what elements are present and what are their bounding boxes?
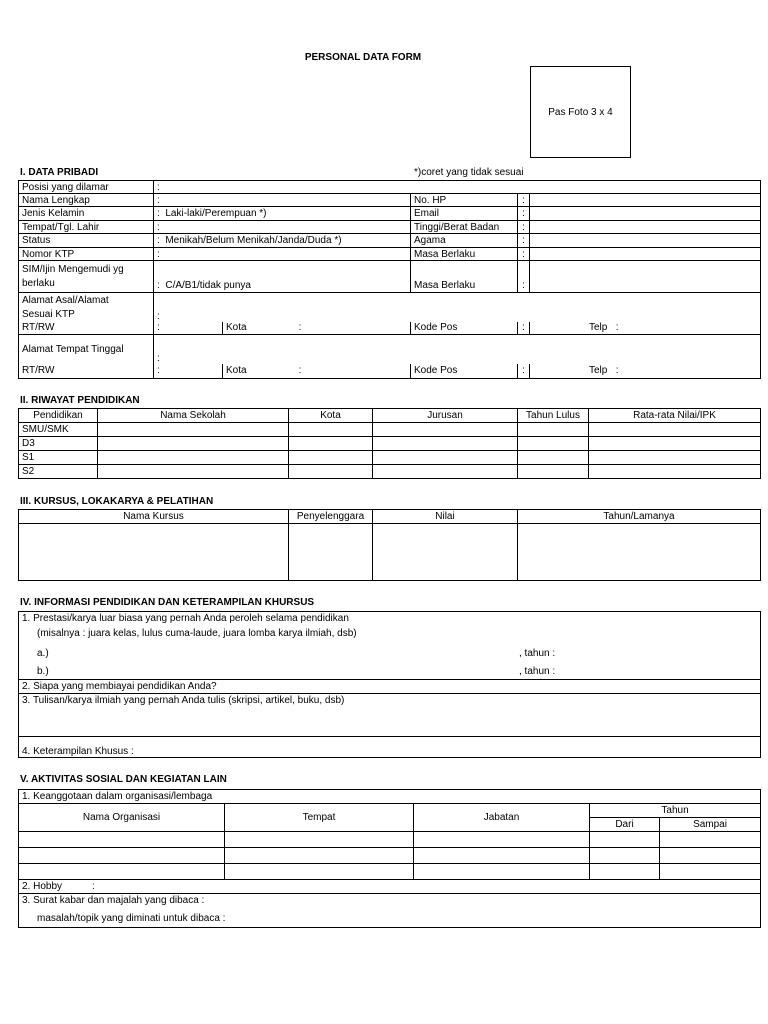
field-sim[interactable]: : C/A/B1/tidak punya xyxy=(154,261,411,293)
field-nohp[interactable] xyxy=(530,194,761,207)
label-jenis-kelamin: Jenis Kelamin xyxy=(19,207,154,221)
edu-level: D3 xyxy=(19,437,98,451)
edu-cell[interactable] xyxy=(518,465,589,479)
edu-cell[interactable] xyxy=(373,465,518,479)
table-row xyxy=(19,524,761,581)
field-rtrw-2[interactable]: : xyxy=(154,364,223,378)
field-posisi[interactable]: : xyxy=(154,181,761,194)
label-rtrw-1: RT/RW xyxy=(19,322,154,334)
edu-header-1: Nama Sekolah xyxy=(98,409,289,423)
hobby-row[interactable]: 2. Hobby : xyxy=(19,880,761,894)
org-cell[interactable] xyxy=(414,864,590,880)
q2-text[interactable]: 2. Siapa yang membiayai pendidikan Anda? xyxy=(19,680,761,694)
table-row xyxy=(19,848,761,864)
edu-cell[interactable] xyxy=(98,451,289,465)
label-nohp: No. HP xyxy=(411,194,518,207)
tahun-a: , tahun : xyxy=(519,648,556,659)
org-header-sampai: Sampai xyxy=(660,818,761,832)
edu-header-5: Rata-rata Nilai/IPK xyxy=(589,409,761,423)
label-posisi: Posisi yang dilamar xyxy=(19,181,154,194)
edu-cell[interactable] xyxy=(289,451,373,465)
table-row xyxy=(19,437,761,451)
label-email: Email xyxy=(411,207,518,221)
label-sim: SIM/Ijin Mengemudi yg berlaku xyxy=(19,261,154,293)
org-cell[interactable] xyxy=(225,848,414,864)
org-cell[interactable] xyxy=(590,848,660,864)
field-kota-1[interactable]: Kota : xyxy=(223,322,411,334)
org-header-tempat: Tempat xyxy=(225,804,414,832)
field-kota-2[interactable]: Kota : xyxy=(223,364,411,378)
colon-email: : xyxy=(518,207,530,221)
edu-cell[interactable] xyxy=(589,451,761,465)
label-alamat-asal: Alamat Asal/Alamat Sesuai KTP xyxy=(19,293,154,323)
label-rtrw-2: RT/RW xyxy=(19,364,154,378)
edu-cell[interactable] xyxy=(518,423,589,437)
label-status: Status xyxy=(19,234,154,248)
org-q1-text: 1. Keanggotaan dalam organisasi/lembaga xyxy=(19,790,761,804)
org-cell[interactable] xyxy=(414,832,590,848)
field-rtrw-1[interactable]: : xyxy=(154,322,223,334)
org-cell[interactable] xyxy=(660,864,761,880)
education-table xyxy=(18,408,761,479)
field-alamat-asal[interactable]: : xyxy=(154,293,761,323)
org-cell[interactable] xyxy=(660,848,761,864)
q3-text[interactable]: 3. Tulisan/karya ilmiah yang pernah Anda tulis (skripsi, artikel, buku, dsb) xyxy=(19,694,761,737)
reading-row[interactable] xyxy=(19,894,761,928)
section-1-heading: I. DATA PRIBADI xyxy=(20,167,99,178)
field-email[interactable] xyxy=(530,207,761,221)
label-ktp: Nomor KTP xyxy=(19,248,154,261)
field-agama[interactable] xyxy=(530,234,761,248)
edu-cell[interactable] xyxy=(289,465,373,479)
photo-box xyxy=(530,66,631,158)
colon-nohp: : xyxy=(518,194,530,207)
course-cell[interactable] xyxy=(289,524,373,581)
edu-cell[interactable] xyxy=(518,437,589,451)
edu-cell[interactable] xyxy=(589,423,761,437)
course-header-1: Penyelenggara xyxy=(289,510,373,524)
q1-sub: (misalnya : juara kelas, lulus cuma-laude, juara lomba karya ilmiah, dsb) xyxy=(37,628,357,639)
course-cell[interactable] xyxy=(19,524,289,581)
edu-cell[interactable] xyxy=(98,437,289,451)
section-3-heading: III. KURSUS, LOKAKARYA & PELATIHAN xyxy=(20,496,214,507)
field-masa-berlaku[interactable] xyxy=(530,248,761,261)
org-cell[interactable] xyxy=(590,832,660,848)
field-jenis-kelamin[interactable]: : Laki-laki/Perempuan *) xyxy=(154,207,411,221)
org-cell[interactable] xyxy=(19,848,225,864)
label-masa-berlaku-sim: Masa Berlaku xyxy=(411,261,518,293)
edu-cell[interactable] xyxy=(289,423,373,437)
course-header-3: Tahun/Lamanya xyxy=(518,510,761,524)
courses-table xyxy=(18,509,761,581)
edu-level: S1 xyxy=(19,451,98,465)
org-cell[interactable] xyxy=(19,864,225,880)
label-agama: Agama xyxy=(411,234,518,248)
org-cell[interactable] xyxy=(590,864,660,880)
field-masa-berlaku-sim[interactable] xyxy=(530,261,761,293)
colon-masa: : xyxy=(518,248,530,261)
edu-cell[interactable] xyxy=(373,437,518,451)
edu-cell[interactable] xyxy=(373,423,518,437)
edu-level: S2 xyxy=(19,465,98,479)
colon-tbb: : xyxy=(518,221,530,234)
colon-masa-sim: : xyxy=(518,261,530,293)
label-alamat-tinggal: Alamat Tempat Tinggal xyxy=(19,334,154,364)
label-ttl: Tempat/Tgl. Lahir xyxy=(19,221,154,234)
reading-q3: 3. Surat kabar dan majalah yang dibaca : xyxy=(22,895,205,906)
edu-header-3: Jurusan xyxy=(373,409,518,423)
q1-text: 1. Prestasi/karya luar biasa yang pernah Anda peroleh selama pendidikan xyxy=(22,613,349,624)
photo-label: Pas Foto 3 x 4 xyxy=(548,106,613,118)
org-header-dari: Dari xyxy=(590,818,660,832)
course-header-0: Nama Kursus xyxy=(19,510,289,524)
edu-cell[interactable] xyxy=(589,465,761,479)
edu-cell[interactable] xyxy=(98,423,289,437)
org-cell[interactable] xyxy=(19,832,225,848)
section-5-heading: V. AKTIVITAS SOSIAL DAN KEGIATAN LAIN xyxy=(20,774,227,785)
info-table xyxy=(18,611,761,758)
edu-cell[interactable] xyxy=(589,437,761,451)
field-tinggi-berat[interactable] xyxy=(530,221,761,234)
item-a: a.) xyxy=(37,648,49,659)
course-cell[interactable] xyxy=(518,524,761,581)
reading-topic: masalah/topik yang diminati untuk dibaca : xyxy=(37,913,226,924)
label-nama: Nama Lengkap xyxy=(19,194,154,207)
edu-cell[interactable] xyxy=(289,437,373,451)
course-cell[interactable] xyxy=(373,524,518,581)
label-kodepos-1: Kode Pos xyxy=(411,322,518,334)
field-nama[interactable]: : xyxy=(154,194,411,207)
edu-cell[interactable] xyxy=(373,451,518,465)
edu-cell[interactable] xyxy=(98,465,289,479)
org-cell[interactable] xyxy=(414,848,590,864)
edu-header-4: Tahun Lulus xyxy=(518,409,589,423)
table-row xyxy=(19,423,761,437)
org-header-jabatan: Jabatan xyxy=(414,804,590,832)
field-ktp[interactable]: : xyxy=(154,248,411,261)
section-4-heading: IV. INFORMASI PENDIDIKAN DAN KETERAMPILAN KHURSUS xyxy=(20,597,315,608)
colon-agama: : xyxy=(518,234,530,248)
edu-header-2: Kota xyxy=(289,409,373,423)
field-telp-1[interactable]: Telp : xyxy=(530,322,761,334)
edu-level: SMU/SMK xyxy=(19,423,98,437)
label-masa-berlaku: Masa Berlaku xyxy=(411,248,518,261)
field-ttl[interactable]: : xyxy=(154,221,411,234)
colon-kodepos-1: : xyxy=(518,322,530,334)
table-row xyxy=(19,864,761,880)
activities-table xyxy=(18,789,761,928)
org-cell[interactable] xyxy=(660,832,761,848)
field-telp-2[interactable]: Telp : xyxy=(530,364,761,378)
org-cell[interactable] xyxy=(225,832,414,848)
field-status[interactable]: : Menikah/Belum Menikah/Janda/Duda *) xyxy=(154,234,411,248)
q4-text[interactable]: 4. Keterampilan Khusus : xyxy=(19,737,761,758)
table-row xyxy=(19,832,761,848)
course-header-2: Nilai xyxy=(373,510,518,524)
org-header-nama: Nama Organisasi xyxy=(19,804,225,832)
item-b: b.) xyxy=(37,666,49,677)
personal-data-table xyxy=(18,180,761,379)
org-cell[interactable] xyxy=(225,864,414,880)
colon-kodepos-2: : xyxy=(518,364,530,378)
strike-note: *)coret yang tidak sesuai xyxy=(414,167,524,178)
label-tinggi-berat: Tinggi/Berat Badan xyxy=(411,221,518,234)
form-title: PERSONAL DATA FORM xyxy=(304,52,422,63)
prestasi-block[interactable] xyxy=(19,612,761,680)
table-row xyxy=(19,451,761,465)
edu-header-0: Pendidikan xyxy=(19,409,98,423)
label-kodepos-2: Kode Pos xyxy=(411,364,518,378)
section-2-heading: II. RIWAYAT PENDIDIKAN xyxy=(20,395,140,406)
tahun-b: , tahun : xyxy=(519,666,556,677)
field-alamat-tinggal[interactable]: : xyxy=(154,334,761,364)
org-header-tahun: Tahun xyxy=(590,804,761,818)
table-row xyxy=(19,465,761,479)
edu-cell[interactable] xyxy=(518,451,589,465)
